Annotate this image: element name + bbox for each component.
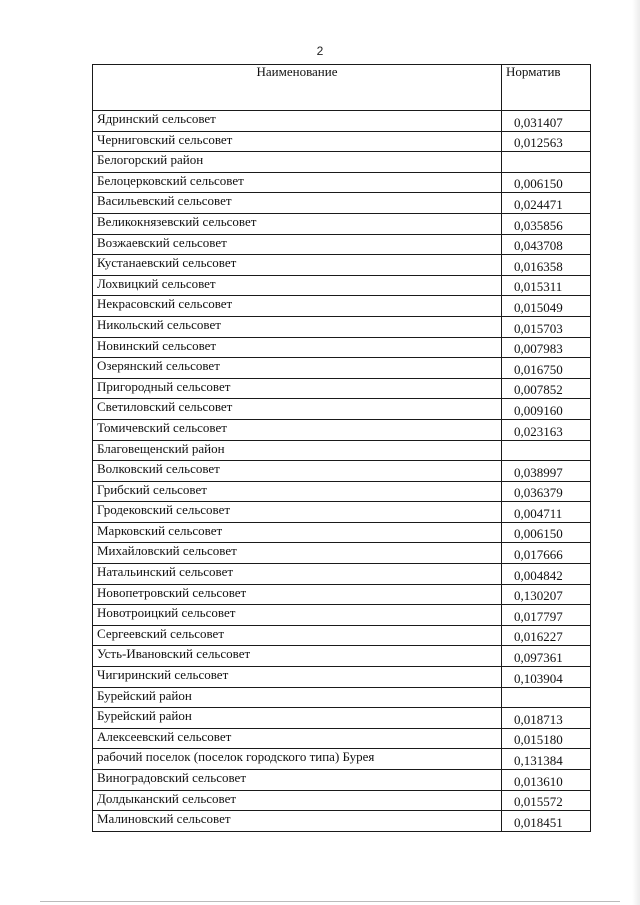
row-name-cell: Усть-Ивановский сельсовет bbox=[93, 646, 502, 667]
table-row bbox=[93, 296, 591, 317]
table-row bbox=[93, 316, 591, 337]
row-value-cell: 0,023163 bbox=[502, 419, 591, 440]
table-row bbox=[93, 811, 591, 832]
row-name-cell: Натальинский сельсовет bbox=[93, 564, 502, 585]
row-value-cell: 0,097361 bbox=[502, 646, 591, 667]
row-name-cell: Бурейский район bbox=[93, 708, 502, 729]
table-row bbox=[93, 502, 591, 523]
row-value-cell: 0,024471 bbox=[502, 193, 591, 214]
page-number: 2 bbox=[316, 44, 324, 58]
row-value-cell: 0,130207 bbox=[502, 584, 591, 605]
row-value-cell: 0,131384 bbox=[502, 749, 591, 770]
row-value-cell: 0,035856 bbox=[502, 213, 591, 234]
column-header-value: Норматив bbox=[502, 65, 591, 111]
table-row bbox=[93, 193, 591, 214]
row-value-cell: 0,006150 bbox=[502, 522, 591, 543]
table-row bbox=[93, 111, 591, 132]
row-value-cell: 0,017666 bbox=[502, 543, 591, 564]
table-row bbox=[93, 481, 591, 502]
row-name-cell: Светиловский сельсовет bbox=[93, 399, 502, 420]
scan-bottom-line bbox=[40, 901, 620, 902]
table-row bbox=[93, 234, 591, 255]
table-row bbox=[93, 605, 591, 626]
table-row bbox=[93, 625, 591, 646]
row-name-cell: Васильевский сельсовет bbox=[93, 193, 502, 214]
row-name-cell: Марковский сельсовет bbox=[93, 522, 502, 543]
row-name-cell: Кустанаевский сельсовет bbox=[93, 255, 502, 276]
row-value-cell: 0,018713 bbox=[502, 708, 591, 729]
row-value-cell bbox=[502, 687, 591, 708]
table-row bbox=[93, 399, 591, 420]
row-value-cell: 0,018451 bbox=[502, 811, 591, 832]
district-heading-row bbox=[93, 440, 591, 461]
row-name-cell: Томичевский сельсовет bbox=[93, 419, 502, 440]
row-name-cell: Возжаевский сельсовет bbox=[93, 234, 502, 255]
row-name-cell: Долдыканский сельсовет bbox=[93, 790, 502, 811]
row-value-cell: 0,007983 bbox=[502, 337, 591, 358]
table-row bbox=[93, 337, 591, 358]
row-name-cell: Грибский сельсовет bbox=[93, 481, 502, 502]
row-value-cell: 0,015180 bbox=[502, 728, 591, 749]
row-name-cell: Виноградовский сельсовет bbox=[93, 770, 502, 791]
table-row bbox=[93, 378, 591, 399]
table-row bbox=[93, 172, 591, 193]
row-name-cell: Ядринский сельсовет bbox=[93, 111, 502, 132]
table-row bbox=[93, 131, 591, 152]
district-heading-row bbox=[93, 687, 591, 708]
table-row bbox=[93, 564, 591, 585]
row-name-cell: Белогорский район bbox=[93, 152, 502, 173]
table-row bbox=[93, 728, 591, 749]
row-name-cell: Новинский сельсовет bbox=[93, 337, 502, 358]
table-row bbox=[93, 667, 591, 688]
row-name-cell: Гродековский сельсовет bbox=[93, 502, 502, 523]
row-name-cell: Алексеевский сельсовет bbox=[93, 728, 502, 749]
row-name-cell: Новотроицкий сельсовет bbox=[93, 605, 502, 626]
table-row bbox=[93, 213, 591, 234]
row-value-cell: 0,015311 bbox=[502, 275, 591, 296]
row-value-cell: 0,015049 bbox=[502, 296, 591, 317]
row-name-cell: Некрасовский сельсовет bbox=[93, 296, 502, 317]
table-header-row bbox=[93, 65, 591, 111]
row-value-cell: 0,015572 bbox=[502, 790, 591, 811]
row-name-cell: Черниговский сельсовет bbox=[93, 131, 502, 152]
table-row bbox=[93, 749, 591, 770]
row-name-cell: Малиновский сельсовет bbox=[93, 811, 502, 832]
row-value-cell: 0,012563 bbox=[502, 131, 591, 152]
row-value-cell: 0,013610 bbox=[502, 770, 591, 791]
table-row bbox=[93, 790, 591, 811]
row-name-cell: Новопетровский сельсовет bbox=[93, 584, 502, 605]
row-name-cell: Никольский сельсовет bbox=[93, 316, 502, 337]
row-value-cell: 0,009160 bbox=[502, 399, 591, 420]
table-header bbox=[93, 65, 591, 111]
table-row bbox=[93, 543, 591, 564]
row-name-cell: Белоцерковский сельсовет bbox=[93, 172, 502, 193]
row-name-cell: рабочий поселок (поселок городского типа) Бурея bbox=[93, 749, 502, 770]
row-value-cell bbox=[502, 440, 591, 461]
row-value-cell: 0,017797 bbox=[502, 605, 591, 626]
row-value-cell: 0,015703 bbox=[502, 316, 591, 337]
row-name-cell: Пригородный сельсовет bbox=[93, 378, 502, 399]
row-value-cell: 0,004842 bbox=[502, 564, 591, 585]
row-name-cell: Сергеевский сельсовет bbox=[93, 625, 502, 646]
table-body bbox=[93, 111, 591, 832]
row-name-cell: Михайловский сельсовет bbox=[93, 543, 502, 564]
table-row bbox=[93, 419, 591, 440]
row-value-cell: 0,036379 bbox=[502, 481, 591, 502]
table-row bbox=[93, 255, 591, 276]
row-value-cell: 0,016750 bbox=[502, 358, 591, 379]
row-value-cell: 0,007852 bbox=[502, 378, 591, 399]
row-name-cell: Волковский сельсовет bbox=[93, 461, 502, 482]
normative-table bbox=[92, 64, 591, 832]
table-row bbox=[93, 584, 591, 605]
table-row bbox=[93, 708, 591, 729]
row-name-cell: Озерянский сельсовет bbox=[93, 358, 502, 379]
district-heading-row bbox=[93, 152, 591, 173]
row-name-cell: Благовещенский район bbox=[93, 440, 502, 461]
scan-edge-shadow bbox=[632, 0, 640, 905]
row-value-cell: 0,004711 bbox=[502, 502, 591, 523]
column-header-name: Наименование bbox=[93, 65, 502, 111]
row-value-cell bbox=[502, 152, 591, 173]
row-value-cell: 0,006150 bbox=[502, 172, 591, 193]
row-value-cell: 0,016358 bbox=[502, 255, 591, 276]
row-value-cell: 0,016227 bbox=[502, 625, 591, 646]
table-row bbox=[93, 358, 591, 379]
table-row bbox=[93, 461, 591, 482]
row-name-cell: Бурейский район bbox=[93, 687, 502, 708]
table-row bbox=[93, 770, 591, 791]
row-name-cell: Великокнязевский сельсовет bbox=[93, 213, 502, 234]
row-value-cell: 0,043708 bbox=[502, 234, 591, 255]
row-value-cell: 0,031407 bbox=[502, 111, 591, 132]
row-name-cell: Лохвицкий сельсовет bbox=[93, 275, 502, 296]
table-row bbox=[93, 522, 591, 543]
table-row bbox=[93, 646, 591, 667]
row-value-cell: 0,038997 bbox=[502, 461, 591, 482]
row-name-cell: Чигиринский сельсовет bbox=[93, 667, 502, 688]
table-row bbox=[93, 275, 591, 296]
row-value-cell: 0,103904 bbox=[502, 667, 591, 688]
